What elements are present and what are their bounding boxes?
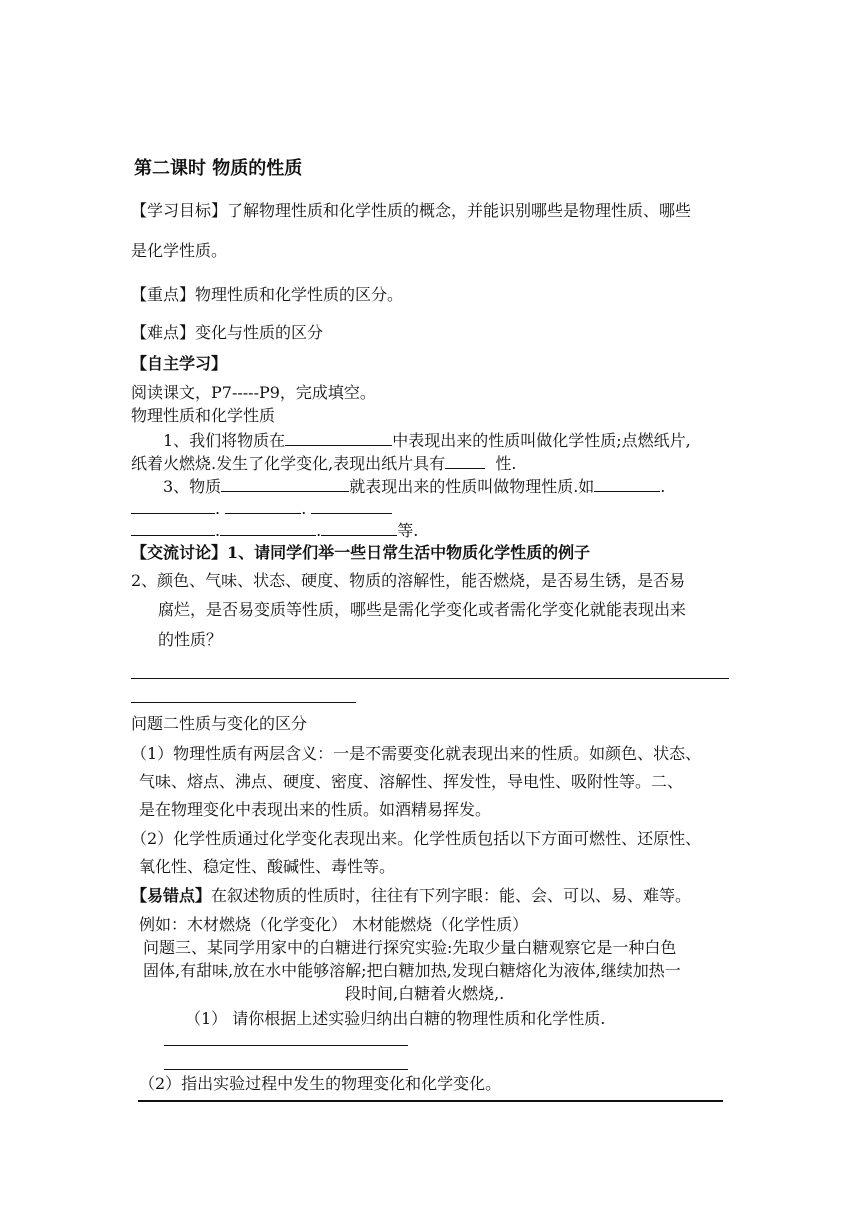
fill-item-1-middle: 中表现出来的性质叫做化学性质;点燃纸片, — [392, 431, 691, 450]
problem2-p1-line-3: 是在物理变化中表现出来的性质。如酒精易挥发。 — [139, 800, 492, 819]
objective-line-2: 是化学性质。 — [131, 241, 228, 260]
fill-item-1-line-2 — [131, 454, 516, 472]
blank-2[interactable] — [445, 454, 485, 469]
blank-5[interactable] — [131, 499, 215, 514]
problem2-heading: 问题二性质与变化的区分 — [131, 714, 308, 733]
fill-item-1-prefix: 1、我们将物质在 — [163, 431, 286, 450]
separator-dot: . — [215, 521, 221, 540]
reading-instruction: 阅读课文，P7-----P9，完成填空。 — [131, 383, 376, 402]
answer-line-4[interactable] — [164, 1069, 408, 1070]
key-point: 【重点】物理性质和化学性质的区分。 — [131, 285, 404, 304]
separator-dot: . — [215, 499, 221, 518]
problem3-line-1: 问题三、某同学用家中的白糖进行探究实验:先取少量白糖观察它是一种白色 — [143, 938, 677, 957]
blank-1[interactable] — [285, 431, 392, 446]
fill-item-3-line-1 — [163, 477, 665, 495]
section-subheading: 物理性质和化学性质 — [131, 406, 276, 425]
problem3-question-1: （1） 请你根据上述实验归纳出白糖的物理性质和化学性质. — [185, 1009, 606, 1028]
discussion-q2-line-2: 腐烂，是否易变质等性质，哪些是需化学变化或者需化学变化就能表现出来 — [158, 600, 687, 619]
fill-item-3-middle: 就表现出来的性质叫做物理性质.如 — [349, 477, 595, 496]
problem3-question-2: （2）指出实验过程中发生的物理变化和化学变化。 — [139, 1074, 502, 1093]
pitfall-example: 例如：木材燃烧（化学变化） 木材能燃烧（化学性质） — [139, 915, 529, 934]
page-title: 第二课时 物质的性质 — [134, 158, 303, 179]
fill-item-3-prefix: 3、物质 — [163, 477, 222, 496]
fill-item-3-line-2 — [131, 499, 392, 517]
fill-item-3-line-3 — [131, 521, 418, 539]
pitfall-line — [131, 888, 691, 904]
fill-item-1-line-1 — [163, 431, 691, 449]
blank-8[interactable] — [131, 521, 215, 536]
answer-line-1[interactable] — [131, 678, 729, 679]
blank-4[interactable] — [594, 477, 660, 492]
discussion-q2-line-1: 2、颜色、气味、状态、硬度、物质的溶解性，能否燃烧，是否易生锈，是否易 — [131, 571, 686, 590]
problem3-line-2: 固体,有甜味,放在水中能够溶解;把白糖加热,发现白糖熔化为液体,继续加热一 — [143, 961, 681, 980]
answer-line-2[interactable] — [131, 702, 356, 703]
fill-item-1-line2-suffix: 性. — [495, 454, 517, 473]
fill-item-3-end: . — [660, 477, 666, 496]
problem3-line-3: 段时间,白糖着火燃烧,. — [345, 984, 505, 1003]
objective-line-1: 【学习目标】了解物理性质和化学性质的概念，并能识别哪些是物理性质、哪些 — [131, 201, 692, 220]
problem2-p1-line-1: （1）物理性质有两层含义：一是不需要变化就表现出来的性质。如颜色、状态、 — [131, 744, 702, 763]
blank-10[interactable] — [321, 521, 397, 536]
fill-item-3-tail: 等. — [397, 521, 419, 540]
pitfall-label: 【易错点】 — [131, 886, 212, 905]
blank-9[interactable] — [220, 521, 316, 536]
discussion-heading: 【交流讨论】1、请同学们举一些日常生活中物质化学性质的例子 — [131, 543, 591, 562]
self-study-heading: 【自主学习】 — [131, 354, 228, 373]
fill-item-1-line2-prefix: 纸着火燃烧.发生了化学变化,表现出纸片具有 — [131, 454, 446, 473]
bottom-rule — [138, 1100, 723, 1102]
separator-dot: . — [301, 499, 307, 518]
pitfall-text: 在叙述物质的性质时，往往有下列字眼：能、会、可以、易、难等。 — [211, 886, 692, 905]
answer-line-3[interactable] — [164, 1045, 408, 1046]
difficulty: 【难点】变化与性质的区分 — [131, 323, 324, 342]
discussion-q2-line-3: 的性质？ — [158, 630, 223, 649]
separator-dot: . — [316, 521, 322, 540]
problem2-p2-line-1: （2）化学性质通过化学变化表现出来。化学性质包括以下方面可燃性、还原性、 — [131, 829, 702, 848]
problem2-p1-line-2: 气味、熔点、沸点、硬度、密度、溶解性、挥发性，导电性、吸附性等。二、 — [139, 772, 684, 791]
blank-6[interactable] — [225, 499, 301, 514]
problem2-p2-line-2: 氧化性、稳定性、酸碱性、毒性等。 — [139, 857, 396, 876]
blank-3[interactable] — [221, 477, 349, 492]
blank-7[interactable] — [311, 499, 392, 514]
